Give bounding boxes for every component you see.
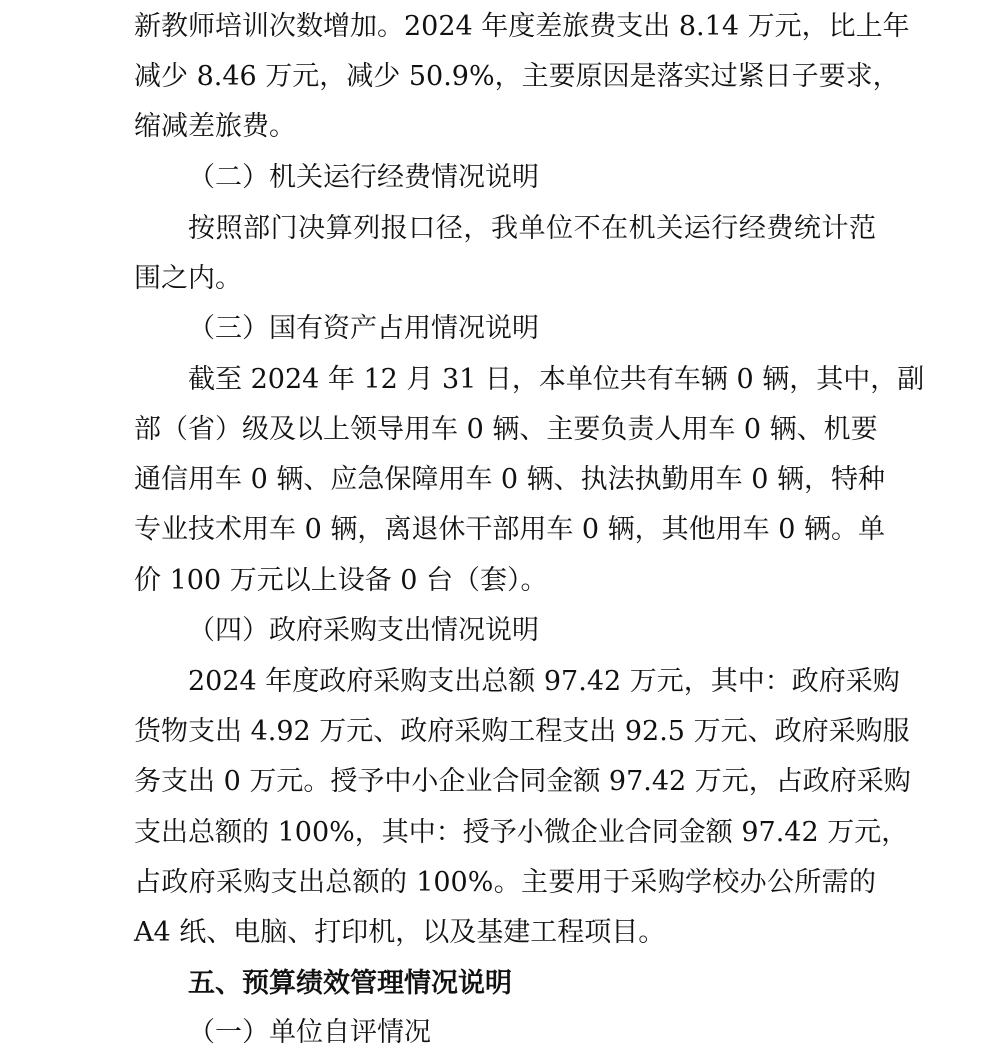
paragraph-line: 按照部门决算列报口径，我单位不在机关运行经费统计范 [188,213,876,244]
paragraph-line: 2024 年度政府采购支出总额 97.42 万元，其中：政府采购 [188,666,900,697]
section-heading-government-procurement: （四）政府采购支出情况说明 [188,615,539,646]
paragraph-line: A4 纸、电脑、打印机，以及基建工程项目。 [134,917,666,948]
section-heading-self-evaluation: （一）单位自评情况 [188,1017,431,1048]
paragraph-line: 专业技术用车 0 辆，离退休干部用车 0 辆，其他用车 0 辆。单 [134,514,886,545]
paragraph-line: 新教师培训次数增加。2024 年度差旅费支出 8.14 万元，比上年 [134,11,910,42]
paragraph-line: 围之内。 [134,263,242,294]
paragraph-line: 支出总额的 100%，其中：授予小微企业合同金额 97.42 万元， [134,817,909,848]
chapter-heading-performance-management: 五、预算绩效管理情况说明 [188,968,512,999]
section-heading-operating-costs: （二）机关运行经费情况说明 [188,162,539,193]
paragraph-line: 缩减差旅费。 [134,111,296,142]
paragraph-line: 价 100 万元以上设备 0 台（套）。 [134,565,548,596]
section-heading-state-assets: （三）国有资产占用情况说明 [188,313,539,344]
paragraph-line: 货物支出 4.92 万元、政府采购工程支出 92.5 万元、政府采购服 [134,716,910,747]
paragraph-line: 占政府采购支出总额的 100%。主要用于采购学校办公所需的 [134,867,876,898]
paragraph-line: 截至 2024 年 12 月 31 日，本单位共有车辆 0 辆，其中，副 [188,364,925,395]
paragraph-line: 务支出 0 万元。授予中小企业合同金额 97.42 万元，占政府采购 [134,766,911,797]
paragraph-line: 减少 8.46 万元，减少 50.9%，主要原因是落实过紧日子要求， [134,61,900,92]
paragraph-line: 通信用车 0 辆、应急保障用车 0 辆、执法执勤用车 0 辆，特种 [134,464,886,495]
paragraph-line: 部（省）级及以上领导用车 0 辆、主要负责人用车 0 辆、机要 [134,414,878,445]
